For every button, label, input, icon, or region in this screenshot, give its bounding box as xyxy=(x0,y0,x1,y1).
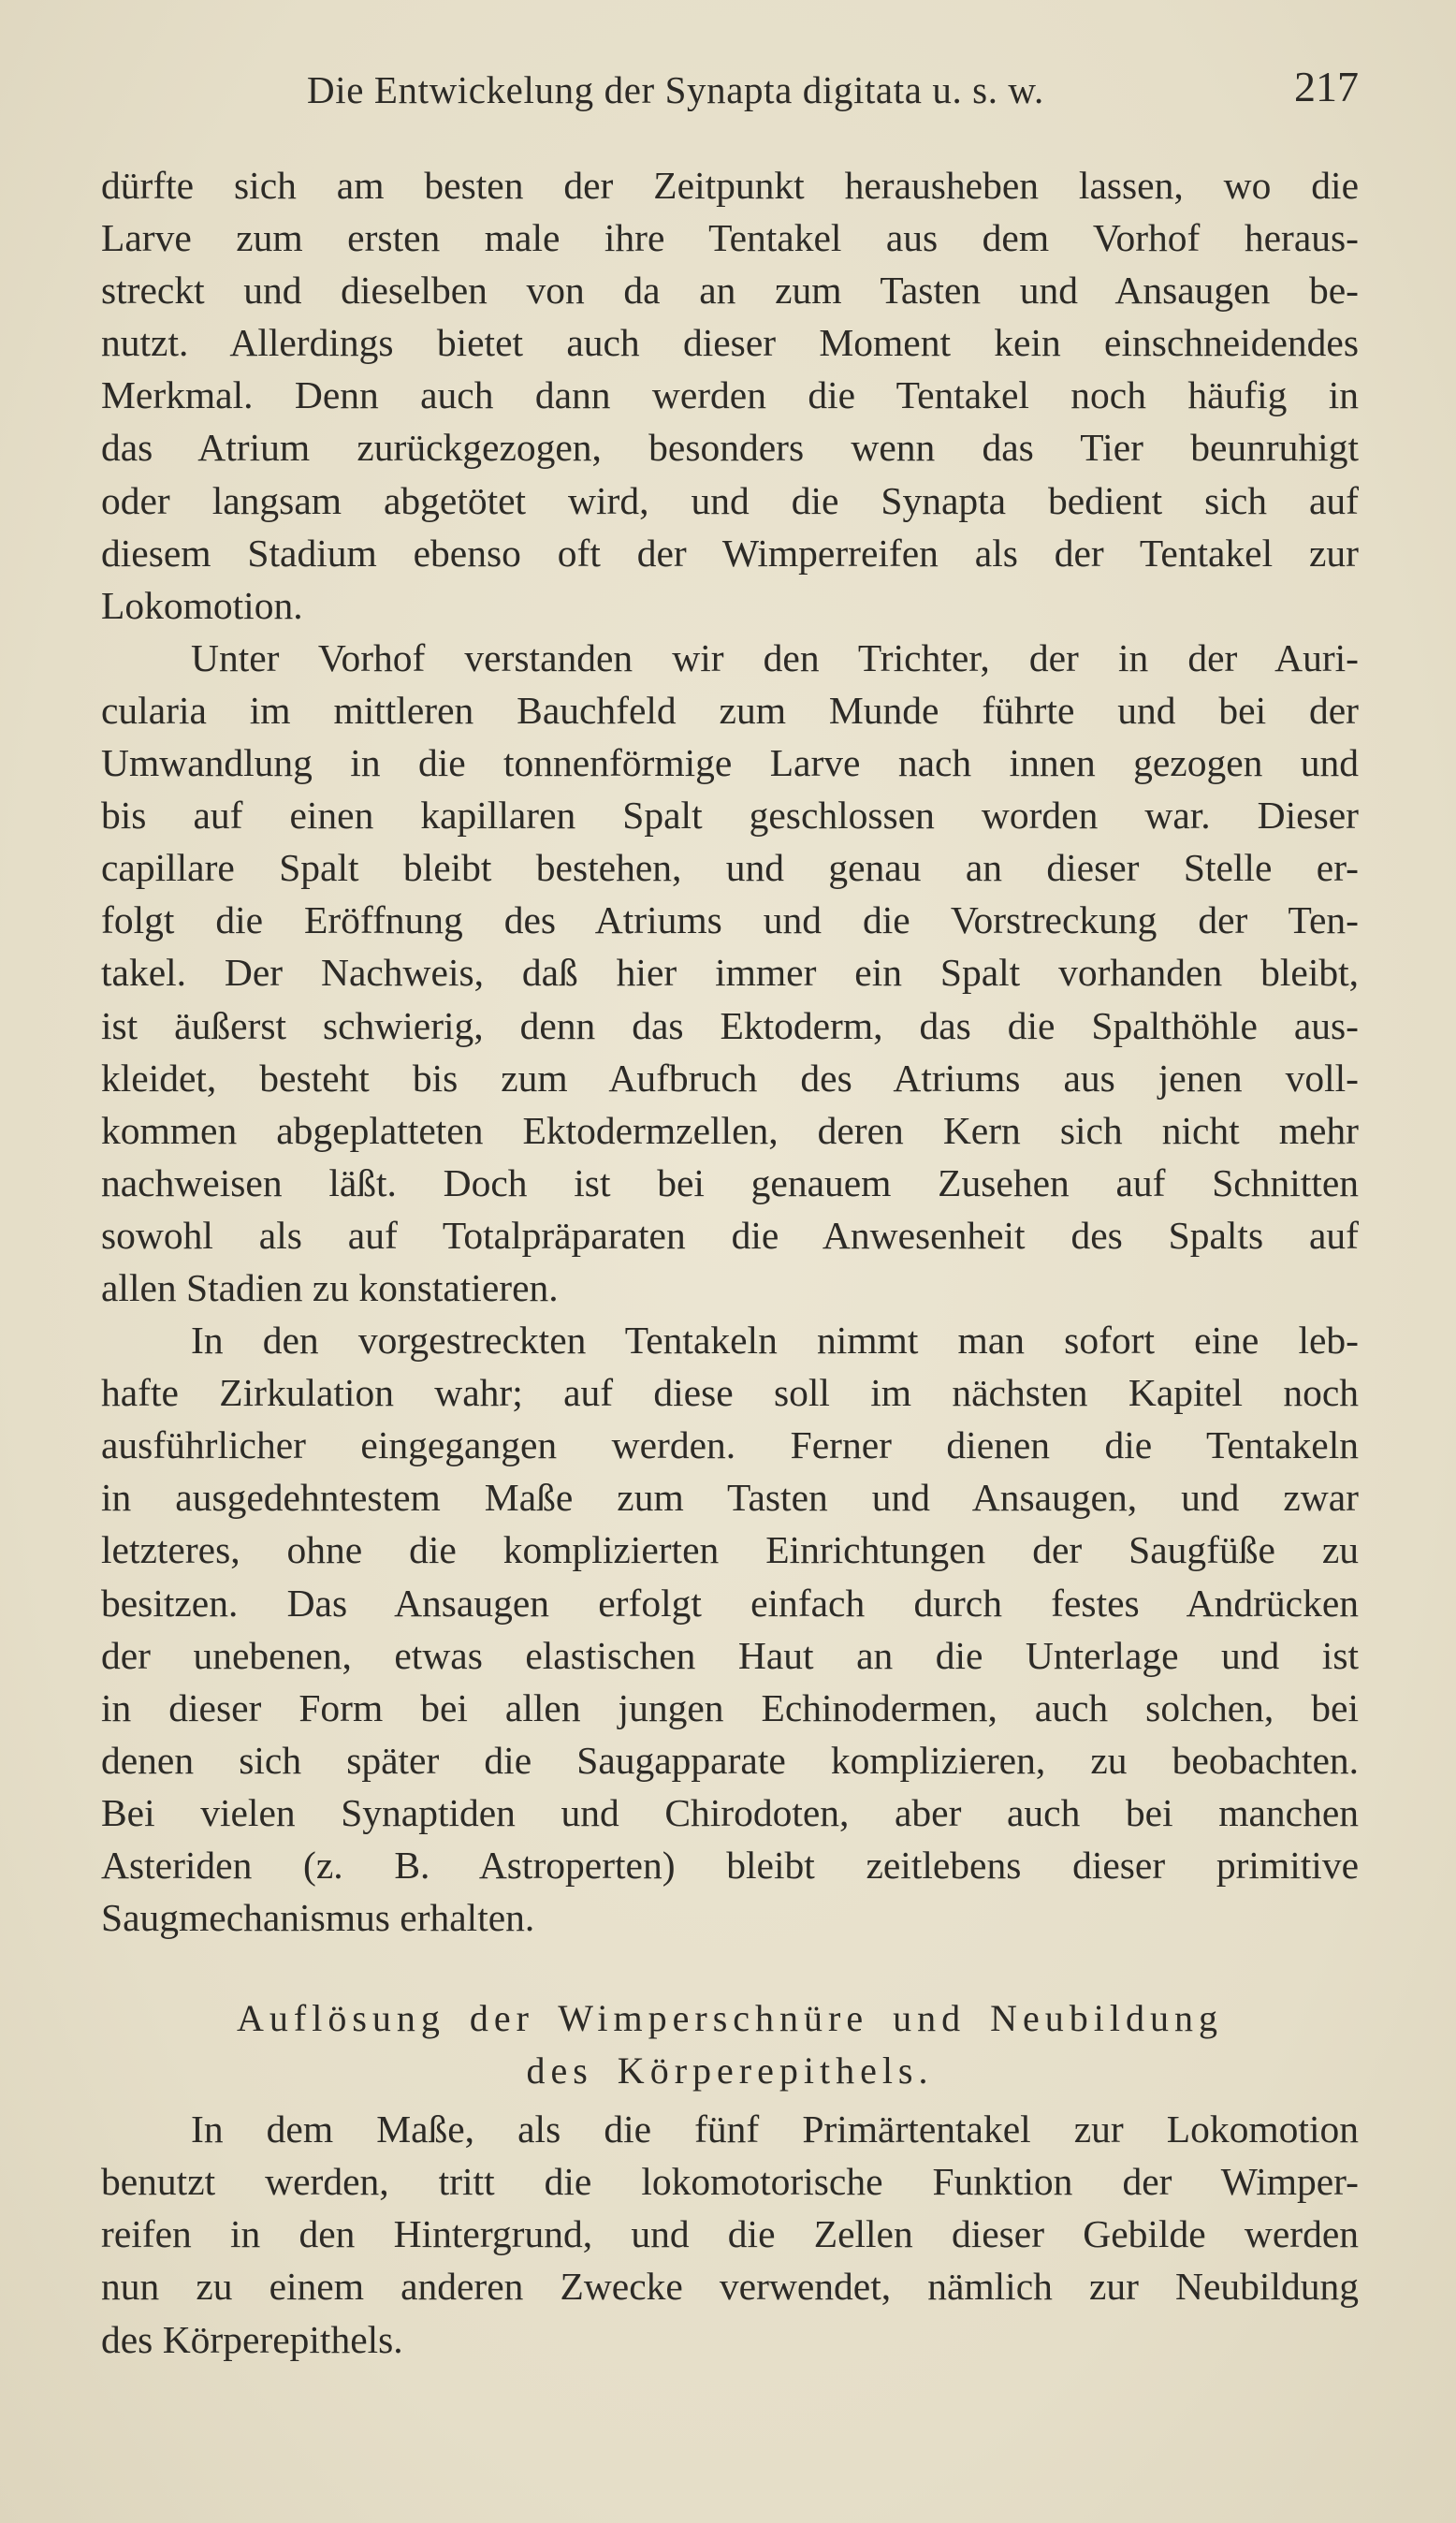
text-line: capillare Spalt bleibt bestehen, und genau an dieser Stelle er- xyxy=(101,846,1359,890)
text-line: der unebenen, etwas elastischen Haut an die Unterlage und ist xyxy=(101,1633,1359,1677)
text-line: ist äußerst schwierig, denn das Ektoderm, das die Spalthöhle aus- xyxy=(101,1003,1359,1047)
text-line: streckt und dieselben von da an zum Tasten und Ansaugen be- xyxy=(101,269,1359,313)
text-line: Merkmal. Denn auch dann werden die Tentakel noch häufig in xyxy=(101,373,1359,417)
text-line: cularia im mittleren Bauchfeld zum Munde führte und bei der xyxy=(101,688,1359,732)
text-line: Unter Vorhof verstanden wir den Trichter, der in der Auri- xyxy=(191,635,1359,679)
text-line: ausführlicher eingegangen werden. Ferner dienen die Tentakeln xyxy=(101,1423,1359,1467)
text-line: des Körperepithels. xyxy=(101,2317,403,2361)
text-line: reifen in den Hintergrund, und die Zellen dieser Gebilde werden xyxy=(101,2212,1359,2256)
text-line: Lokomotion. xyxy=(101,583,303,627)
paragraph-continuation xyxy=(101,159,1359,632)
text-line: in dieser Form bei allen jungen Echinodermen, auch solchen, bei xyxy=(101,1685,1359,1729)
text-line: Bei vielen Synaptiden und Chirodoten, aber auch bei manchen xyxy=(101,1790,1359,1834)
text-line: Saugmechanismus erhalten. xyxy=(101,1896,535,1940)
text-line: nun zu einem anderen Zwecke verwendet, nämlich zur Neubildung xyxy=(101,2265,1359,2309)
text-line: takel. Der Nachweis, daß hier immer ein Spalt vorhanden bleibt, xyxy=(101,951,1359,995)
text-line: Umwandlung in die tonnenförmige Larve nach innen gezogen und xyxy=(101,741,1359,785)
text-line: nachweisen läßt. Doch ist bei genauem Zusehen auf Schnitten xyxy=(101,1160,1359,1204)
text-line: in ausgedehntestem Maße zum Tasten und Ansaugen, und zwar xyxy=(101,1476,1359,1520)
running-head xyxy=(101,63,1359,133)
text-line: benutzt werden, tritt die lokomotorische Funktion der Wimper- xyxy=(101,2160,1359,2204)
section-heading-line: Auflösung der Wimperschnüre und Neubildung xyxy=(237,1997,1223,2040)
running-title: Die Entwickelung der Synapta digitata u. s. w. xyxy=(307,68,1044,111)
paragraph-tentakeln xyxy=(101,1314,1359,1944)
section-heading-line: des Körperepithels. xyxy=(526,2049,934,2093)
text-line: In den vorgestreckten Tentakeln nimmt man sofort eine leb- xyxy=(191,1319,1359,1363)
body-text xyxy=(101,159,1359,2366)
text-line: Larve zum ersten male ihre Tentakel aus dem Vorhof heraus- xyxy=(101,216,1359,260)
text-line: denen sich später die Saugapparate komplizieren, zu beobachten. xyxy=(101,1738,1359,1782)
paragraph-section xyxy=(101,2103,1359,2365)
text-line: allen Stadien zu konstatieren. xyxy=(101,1265,559,1309)
paragraph-vorhof xyxy=(101,632,1359,1314)
text-line: hafte Zirkulation wahr; auf diese soll im nächsten Kapitel noch xyxy=(101,1371,1359,1415)
section-heading xyxy=(101,1992,1359,2097)
page-number: 217 xyxy=(1294,63,1359,110)
text-line: folgt die Eröffnung des Atriums und die Vorstreckung der Ten- xyxy=(101,898,1359,942)
text-line: letzteres, ohne die komplizierten Einrichtungen der Saugfüße zu xyxy=(101,1528,1359,1572)
text-line: oder langsam abgetötet wird, und die Synapta bedient sich auf xyxy=(101,478,1359,522)
text-line: das Atrium zurückgezogen, besonders wenn das Tier beunruhigt xyxy=(101,426,1359,470)
text-line: Asteriden (z. B. Astroperten) bleibt zeitlebens dieser primitive xyxy=(101,1844,1359,1887)
text-line: kommen abgeplatteten Ektodermzellen, deren Kern sich nicht mehr xyxy=(101,1108,1359,1152)
text-line: dürfte sich am besten der Zeitpunkt herausheben lassen, wo die xyxy=(101,164,1359,207)
text-line: nutzt. Allerdings bietet auch dieser Moment kein einschneidendes xyxy=(101,321,1359,365)
text-line: besitzen. Das Ansaugen erfolgt einfach durch festes Andrücken xyxy=(101,1581,1359,1625)
text-line: diesem Stadium ebenso oft der Wimperreifen als der Tentakel zur xyxy=(101,531,1359,575)
text-line: In dem Maße, als die fünf Primärtentakel zur Lokomotion xyxy=(191,2107,1359,2151)
text-line: kleidet, besteht bis zum Aufbruch des Atriums aus jenen voll- xyxy=(101,1056,1359,1100)
text-line: bis auf einen kapillaren Spalt geschlossen worden war. Dieser xyxy=(101,794,1359,838)
text-line: sowohl als auf Totalpräparaten die Anwesenheit des Spalts auf xyxy=(101,1213,1359,1257)
